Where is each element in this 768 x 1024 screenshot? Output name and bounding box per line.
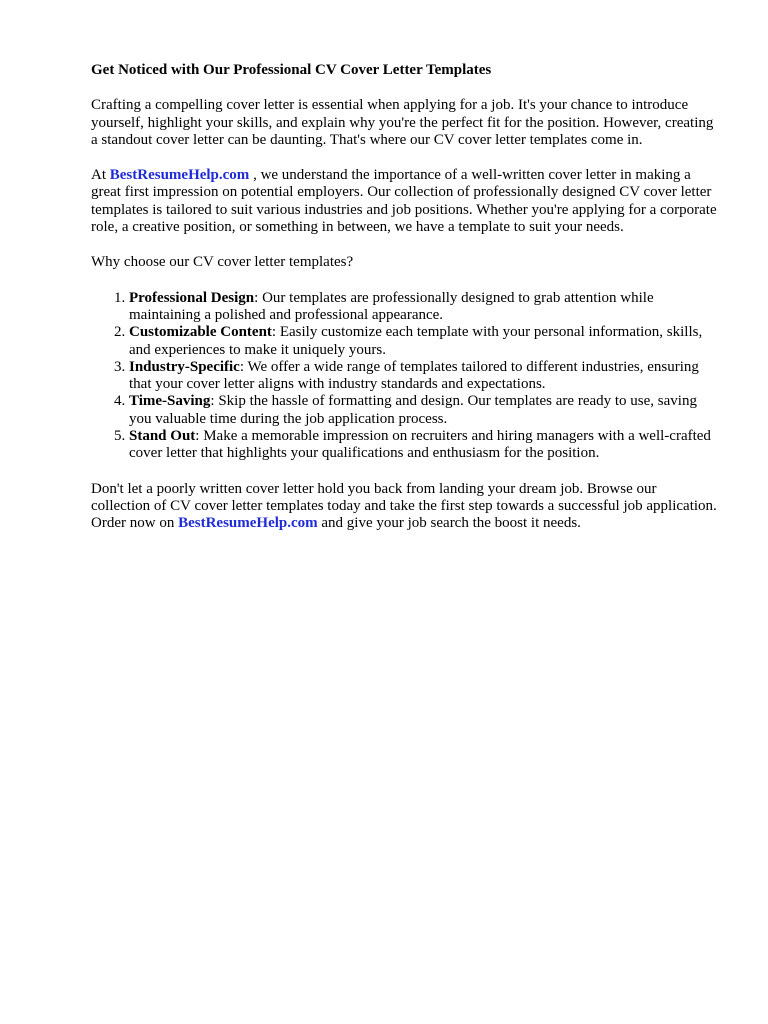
- intro-paragraph: Crafting a compelling cover letter is essential when applying for a job. It's your chance to introduce yourself, highlight your skills, and explain why you're the perfect fit for the position. However, creating a standout cover letter can be daunting. That's where our CV cover letter templates come in.: [91, 97, 714, 148]
- about-suffix: , we understand the importance of a well-written cover letter in making a great first impression on potential employers. Our collection of professionally designed CV cover letter templates is tailored to suit various industries and job positions. Whether you're applying for a corporate role, a creative position, or something in between, we have a template to suit your needs.: [91, 167, 717, 236]
- list-item: [129, 428, 718, 463]
- about-paragraph: [91, 167, 718, 236]
- about-prefix: At: [91, 167, 110, 184]
- list-item: [129, 359, 718, 394]
- document-title: Get Noticed with Our Professional CV Cover Letter Templates: [91, 62, 492, 78]
- list-item: [129, 324, 718, 359]
- benefit-text: : We offer a wide range of templates tailored to different industries, ensuring that your cover letter aligns with industry standards and expectations.: [129, 358, 699, 393]
- benefit-text: : Skip the hassle of formatting and design. Our templates are ready to use, saving you valuable time during the job application process.: [129, 393, 697, 427]
- benefit-term: Time-Saving: [129, 393, 211, 410]
- benefit-text: : Make a memorable impression on recruiters and hiring managers with a well-crafted cover letter that highlights your qualifications and enthusiasm for the position.: [129, 428, 711, 462]
- benefit-term: Stand Out: [129, 428, 196, 445]
- benefit-text: : Easily customize each template with your personal information, skills, and experiences to make it uniquely yours.: [129, 324, 703, 358]
- bestresumehelp-order-link[interactable]: BestResumeHelp.com: [178, 515, 318, 532]
- bestresumehelp-link[interactable]: BestResumeHelp.com: [109, 167, 250, 184]
- list-item: [129, 393, 718, 428]
- benefit-term: Industry-Specific: [129, 358, 240, 375]
- closing-paragraph: [91, 481, 718, 533]
- closing-suffix: and give your job search the boost it needs.: [317, 515, 581, 532]
- closing-prefix: Don't let a poorly written cover letter hold you back from landing your dream job. Browse our collection of CV cover letter templates today and take the first step towards a successful job application. Order now on: [91, 480, 717, 532]
- benefit-term: Professional Design: [129, 289, 255, 306]
- benefit-term: Customizable Content: [129, 324, 272, 341]
- benefit-text: : Our templates are professionally designed to grab attention while maintaining a polished and professional appearance.: [129, 289, 654, 323]
- benefits-list: [91, 290, 718, 463]
- why-heading: Why choose our CV cover letter templates?: [91, 254, 354, 271]
- list-item: [129, 290, 718, 325]
